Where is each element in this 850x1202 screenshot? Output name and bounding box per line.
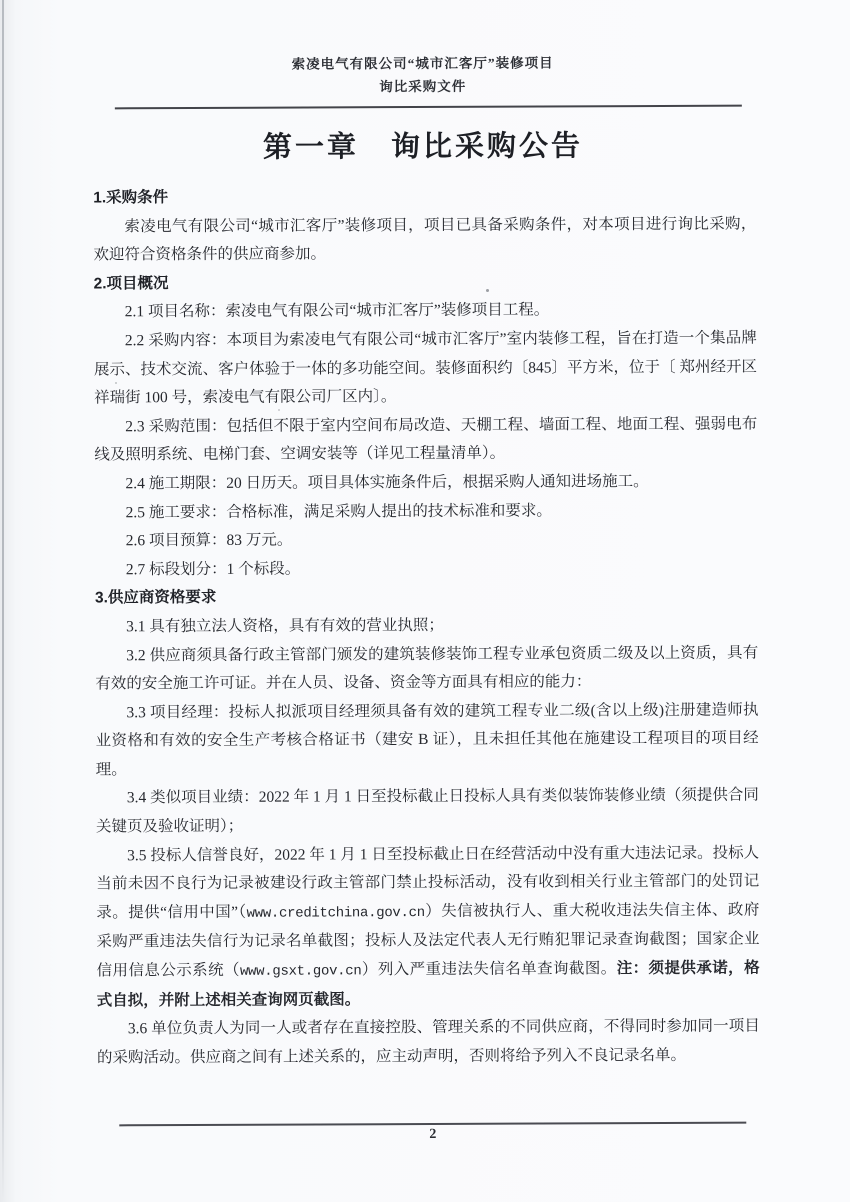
clause-3-5-text: 3.5 投标人信誉良好，2022 年 1 月 1 日至投标截止日在经营活动中没有重大违法记录。投标人当前未因不良行为记录被建设行政主管部门禁止投标活动，没有收到相关行业主管部门的处罚记录。提供“信用中国”（: [96, 844, 760, 922]
clause-2-7: 2.7 标段划分：1 个标段。: [125, 560, 301, 579]
clause-3-2: 3.2 供应商须具备行政主管部门颁发的建筑装修装饰工程专业承包资质二级及以上资质，具有有效的安全施工许可证。并在人员、设备、资金等方面具有相应的能力：: [95, 644, 759, 693]
clause-3-3: 3.3 项目经理：投标人拟派项目经理须具备有效的建筑工程专业二级(含以上级)注册建造师执业资格和有效的安全生产考核合格证书（建安 B 证），且未担任其他在施建设工程项目的项目经理。: [95, 701, 759, 779]
gsxt-url: www.gsxt.gov.cn: [239, 963, 362, 980]
clause-3-4: 3.4 类似项目业绩：2022 年 1 月 1 日至投标截止日投标人具有类似装饰装修业绩（须提供合同关键页及验收证明）；: [95, 787, 759, 836]
page-number: 2: [429, 1126, 437, 1142]
header-doctype-line: 询比采购文件: [379, 78, 467, 95]
document-header: [0, 50, 848, 100]
clause-3-1: 3.1 具有独立法人资格，具有有效的营业执照；: [126, 616, 444, 636]
clause-2-1: 2.1 项目名称：索凌电气有限公司“城市汇客厅”装修项目工程。: [124, 301, 550, 321]
clause-2-4: 2.4 施工期限：20 日历天。项目具体实施条件后，根据采购人通知进场施工。: [125, 472, 649, 493]
clause-3-5-note: 注：须提供承诺，格式自拟，并附上述相关查询网页截图。: [96, 959, 760, 1010]
clause-3-6: 3.6 单位负责人为同一人或者存在直接控股、管理关系的不同供应商，不得同时参加同一项目的采购活动。供应商之间有上述关系的，应主动声明，否则将给予列入不良记录名单。: [96, 1017, 760, 1067]
section-3-heading: 3.供应商资格要求: [94, 589, 217, 607]
section-1-heading: 1.采购条件: [93, 189, 169, 207]
clause-2-6: 2.6 项目预算：83 万元。: [125, 531, 293, 550]
header-rule: [115, 105, 742, 110]
header-project-line: 索凌电气有限公司“城市汇客厅”装修项目: [291, 55, 554, 72]
clause-2-5: 2.5 施工要求：合格标准，满足采购人提出的技术标准和要求。: [125, 501, 552, 521]
clause-3-5: [96, 839, 760, 1015]
section-1-paragraph: 索凌电气有限公司“城市汇客厅”装修项目，项目已具备采购条件，对本项目进行询比采购，欢迎符合资格条件的供应商参加。: [93, 215, 757, 264]
credit-china-url: www.creditchina.gov.cn: [246, 904, 425, 922]
chapter-title: 第一章 询比采购公告: [262, 130, 584, 164]
clause-2-2: 2.2 采购内容：本项目为索凌电气有限公司“城市汇客厅”室内装修工程，旨在打造一个集品牌展示、技术交流、客户体验于一体的多功能空间。装修面积约〔845〕平方米，位于〔 郑州经开区祥瑞街 100 号，索凌电气有限公司厂区内〕。: [93, 329, 758, 407]
clause-3-5-text: ）列入严重违法失信名单查询截图。: [361, 960, 617, 979]
document-body: [93, 182, 760, 1073]
clause-3-5-text: ）失信被执行人、重大税收违法失信主体、政府采购严重违法失信行为记录名单截图；投标人及法定代表人无行贿犯罪记录查询截图；国家企业信用信息公示系统（: [96, 901, 760, 980]
section-2-heading: 2.项目概况: [93, 274, 169, 293]
clause-2-3: 2.3 采购范围：包括但不限于室内空间布局改造、天棚工程、墙面工程、地面工程、强弱电布线及照明系统、电梯门套、空调安装等（详见工程量清单）。: [94, 415, 758, 464]
